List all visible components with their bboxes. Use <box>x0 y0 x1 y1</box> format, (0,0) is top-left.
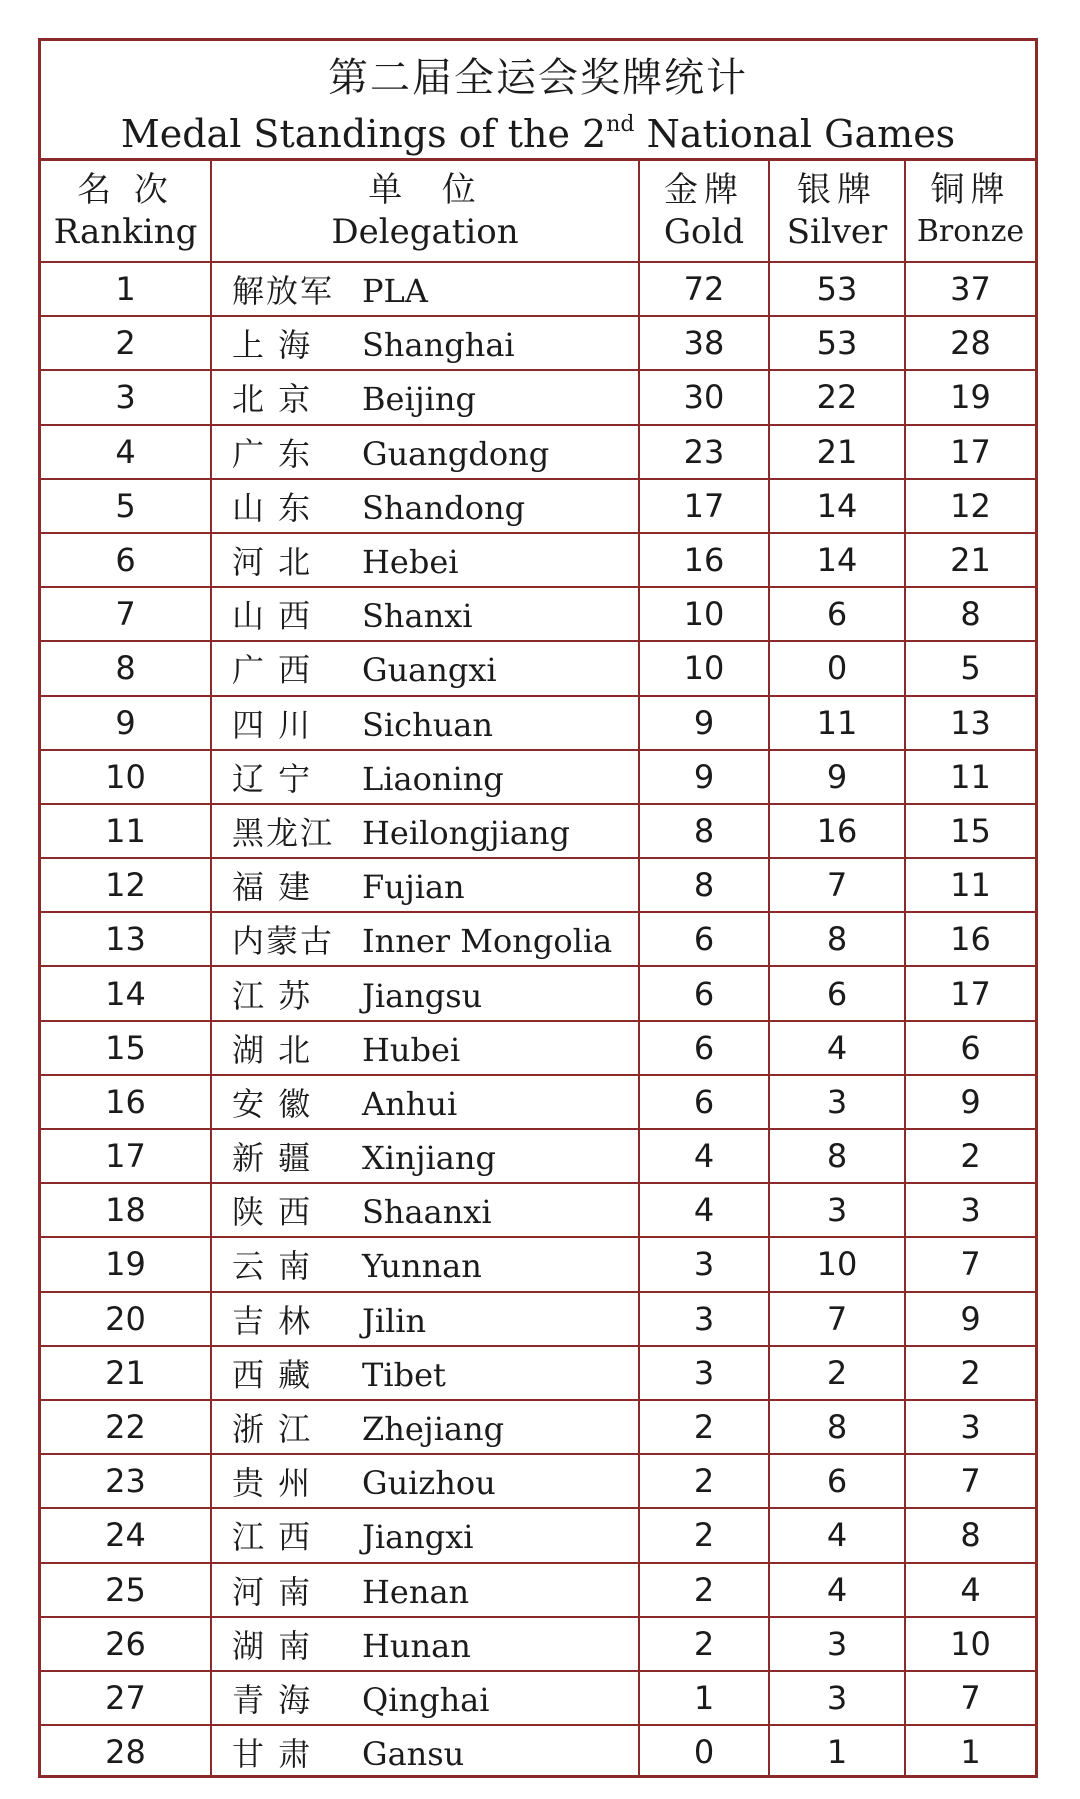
silver-cell: 21 <box>769 425 905 479</box>
gold-cell: 0 <box>639 1725 769 1778</box>
silver-cell: 3 <box>769 1075 905 1129</box>
gold-cell: 6 <box>639 912 769 966</box>
delegation-name-en: Heilongjiang <box>362 813 570 852</box>
table-row <box>41 425 1035 479</box>
delegation-name-en: Fujian <box>362 868 465 907</box>
delegation-cell <box>211 912 639 966</box>
silver-cell: 53 <box>769 316 905 370</box>
gold-cell: 2 <box>639 1508 769 1562</box>
silver-cell: 2 <box>769 1346 905 1400</box>
delegation-name-cn: 吉 林 <box>232 1301 313 1340</box>
delegation-name-en: Yunnan <box>362 1247 482 1286</box>
silver-cell: 4 <box>769 1508 905 1562</box>
table-row <box>41 1237 1035 1291</box>
delegation-name-cn: 山 西 <box>232 597 313 636</box>
table-row <box>41 750 1035 804</box>
header-ranking-en: Ranking <box>53 212 198 252</box>
delegation-name-cn: 甘 肃 <box>232 1735 313 1774</box>
delegation-cell <box>211 1400 639 1454</box>
rank-cell: 24 <box>41 1508 211 1562</box>
rank-cell: 26 <box>41 1617 211 1671</box>
delegation-name-en: PLA <box>362 272 428 311</box>
silver-cell: 4 <box>769 1563 905 1617</box>
silver-cell: 14 <box>769 479 905 533</box>
gold-cell: 2 <box>639 1563 769 1617</box>
delegation-name-en: Shanghai <box>362 326 515 365</box>
table-row <box>41 587 1035 641</box>
delegation-name-cn: 河 南 <box>232 1572 313 1611</box>
bronze-cell: 7 <box>905 1671 1035 1725</box>
table-row <box>41 1021 1035 1075</box>
delegation-name-en: Henan <box>362 1572 470 1611</box>
delegation-name-en: Shandong <box>362 488 526 527</box>
delegation-name-en: Xinjiang <box>362 1139 496 1178</box>
bronze-cell: 2 <box>905 1346 1035 1400</box>
bronze-cell: 7 <box>905 1237 1035 1291</box>
delegation-name-en: Sichuan <box>362 705 493 744</box>
title-english-sup: nd <box>606 112 635 137</box>
table-row <box>41 262 1035 316</box>
delegation-cell <box>211 425 639 479</box>
header-row <box>41 161 1035 262</box>
silver-cell: 7 <box>769 1292 905 1346</box>
title-english-main: Medal Standings of the 2 <box>120 112 607 156</box>
delegation-name-cn: 青 海 <box>232 1680 313 1719</box>
silver-cell: 1 <box>769 1725 905 1778</box>
table-row <box>41 966 1035 1020</box>
delegation-name-cn: 湖 北 <box>232 1030 313 1069</box>
delegation-cell <box>211 1075 639 1129</box>
rank-cell: 28 <box>41 1725 211 1778</box>
medal-table-sheet <box>38 38 1038 1778</box>
header-delegation-cn: 单 位 <box>368 170 482 210</box>
rank-cell: 5 <box>41 479 211 533</box>
silver-cell: 22 <box>769 370 905 424</box>
table-row <box>41 370 1035 424</box>
delegation-name-en: Gansu <box>362 1735 465 1774</box>
silver-cell: 8 <box>769 1400 905 1454</box>
rank-cell: 16 <box>41 1075 211 1129</box>
delegation-cell <box>211 262 639 316</box>
delegation-name-en: Shanxi <box>362 597 473 636</box>
gold-cell: 2 <box>639 1454 769 1508</box>
rank-cell: 10 <box>41 750 211 804</box>
rank-cell: 1 <box>41 262 211 316</box>
table-row <box>41 1508 1035 1562</box>
delegation-cell <box>211 1129 639 1183</box>
delegation-name-cn: 河 北 <box>232 543 313 582</box>
delegation-name-cn: 广 东 <box>232 434 313 473</box>
header-gold-en: Gold <box>663 212 745 252</box>
bronze-cell: 6 <box>905 1021 1035 1075</box>
gold-cell: 6 <box>639 1021 769 1075</box>
gold-cell: 8 <box>639 804 769 858</box>
rank-cell: 15 <box>41 1021 211 1075</box>
delegation-name-en: Jilin <box>362 1301 427 1340</box>
rank-cell: 13 <box>41 912 211 966</box>
header-silver-en: Silver <box>786 212 888 252</box>
title-chinese: 第二届全运会奖牌统计 <box>328 55 748 101</box>
rank-cell: 25 <box>41 1563 211 1617</box>
delegation-name-cn: 解放军 <box>232 272 335 311</box>
bronze-cell: 19 <box>905 370 1035 424</box>
table-row <box>41 1292 1035 1346</box>
silver-cell: 6 <box>769 1454 905 1508</box>
delegation-cell <box>211 533 639 587</box>
rank-cell: 19 <box>41 1237 211 1291</box>
gold-cell: 23 <box>639 425 769 479</box>
delegation-cell <box>211 1617 639 1671</box>
delegation-cell <box>211 1563 639 1617</box>
title-english-tail: National Games <box>634 112 956 156</box>
delegation-name-en: Jiangxi <box>362 1518 474 1557</box>
title-block <box>41 41 1035 161</box>
rank-cell: 21 <box>41 1346 211 1400</box>
header-delegation <box>211 161 639 262</box>
table-row <box>41 858 1035 912</box>
bronze-cell: 3 <box>905 1400 1035 1454</box>
delegation-cell <box>211 479 639 533</box>
rank-cell: 9 <box>41 696 211 750</box>
header-bronze-en: Bronze <box>916 214 1025 249</box>
table-row <box>41 533 1035 587</box>
delegation-cell <box>211 1671 639 1725</box>
bronze-cell: 2 <box>905 1129 1035 1183</box>
bronze-cell: 13 <box>905 696 1035 750</box>
gold-cell: 72 <box>639 262 769 316</box>
header-gold <box>639 161 769 262</box>
header-delegation-en: Delegation <box>331 212 519 252</box>
silver-cell: 10 <box>769 1237 905 1291</box>
gold-cell: 38 <box>639 316 769 370</box>
gold-cell: 9 <box>639 696 769 750</box>
delegation-name-cn: 贵 州 <box>232 1464 313 1503</box>
table-row <box>41 1075 1035 1129</box>
silver-cell: 53 <box>769 262 905 316</box>
bronze-cell: 4 <box>905 1563 1035 1617</box>
bronze-cell: 5 <box>905 641 1035 695</box>
silver-cell: 8 <box>769 1129 905 1183</box>
delegation-name-en: Tibet <box>362 1355 446 1394</box>
delegation-name-en: Guangdong <box>362 434 550 473</box>
bronze-cell: 3 <box>905 1183 1035 1237</box>
delegation-name-cn: 北 京 <box>232 380 313 419</box>
bronze-cell: 11 <box>905 750 1035 804</box>
gold-cell: 3 <box>639 1346 769 1400</box>
gold-cell: 9 <box>639 750 769 804</box>
table-row <box>41 316 1035 370</box>
delegation-name-en: Guizhou <box>362 1464 496 1503</box>
delegation-name-en: Hebei <box>362 543 459 582</box>
header-bronze-cn: 铜牌 <box>930 170 1011 210</box>
delegation-cell <box>211 641 639 695</box>
bronze-cell: 17 <box>905 966 1035 1020</box>
gold-cell: 17 <box>639 479 769 533</box>
bronze-cell: 7 <box>905 1454 1035 1508</box>
delegation-name-en: Inner Mongolia <box>362 922 613 961</box>
rank-cell: 17 <box>41 1129 211 1183</box>
delegation-name-cn: 湖 南 <box>232 1626 313 1665</box>
silver-cell: 9 <box>769 750 905 804</box>
silver-cell: 16 <box>769 804 905 858</box>
delegation-cell <box>211 696 639 750</box>
gold-cell: 6 <box>639 966 769 1020</box>
table-row <box>41 1400 1035 1454</box>
gold-cell: 2 <box>639 1617 769 1671</box>
rank-cell: 4 <box>41 425 211 479</box>
delegation-name-cn: 新 疆 <box>232 1139 313 1178</box>
table-row <box>41 912 1035 966</box>
silver-cell: 3 <box>769 1617 905 1671</box>
silver-cell: 4 <box>769 1021 905 1075</box>
delegation-name-cn: 浙 江 <box>232 1410 313 1449</box>
header-bronze <box>905 161 1035 262</box>
rank-cell: 7 <box>41 587 211 641</box>
rank-cell: 27 <box>41 1671 211 1725</box>
delegation-name-en: Beijing <box>362 380 476 419</box>
delegation-name-cn: 山 东 <box>232 488 313 527</box>
delegation-name-cn: 福 建 <box>232 868 313 907</box>
delegation-name-cn: 云 南 <box>232 1247 313 1286</box>
bronze-cell: 8 <box>905 587 1035 641</box>
bronze-cell: 1 <box>905 1725 1035 1778</box>
header-ranking-cn: 名 次 <box>77 170 174 210</box>
delegation-name-cn: 江 苏 <box>232 976 313 1015</box>
medal-rows <box>41 262 1035 1778</box>
delegation-cell <box>211 1183 639 1237</box>
bronze-cell: 15 <box>905 804 1035 858</box>
silver-cell: 0 <box>769 641 905 695</box>
table-row <box>41 1671 1035 1725</box>
silver-cell: 7 <box>769 858 905 912</box>
bronze-cell: 21 <box>905 533 1035 587</box>
table-row <box>41 804 1035 858</box>
table-row <box>41 641 1035 695</box>
rank-cell: 14 <box>41 966 211 1020</box>
delegation-cell <box>211 1725 639 1778</box>
gold-cell: 3 <box>639 1237 769 1291</box>
delegation-cell <box>211 750 639 804</box>
rank-cell: 20 <box>41 1292 211 1346</box>
delegation-name-en: Zhejiang <box>362 1410 505 1449</box>
delegation-cell <box>211 1237 639 1291</box>
table-row <box>41 1183 1035 1237</box>
delegation-name-en: Qinghai <box>362 1680 490 1719</box>
rank-cell: 2 <box>41 316 211 370</box>
gold-cell: 4 <box>639 1129 769 1183</box>
gold-cell: 1 <box>639 1671 769 1725</box>
header-silver-cn: 银牌 <box>797 170 877 210</box>
table-row <box>41 1346 1035 1400</box>
delegation-name-en: Liaoning <box>362 759 504 798</box>
rank-cell: 22 <box>41 1400 211 1454</box>
bronze-cell: 8 <box>905 1508 1035 1562</box>
rank-cell: 11 <box>41 804 211 858</box>
gold-cell: 4 <box>639 1183 769 1237</box>
rank-cell: 12 <box>41 858 211 912</box>
delegation-name-cn: 西 藏 <box>232 1355 313 1394</box>
delegation-name-en: Hunan <box>362 1626 471 1665</box>
delegation-name-cn: 上 海 <box>232 326 313 365</box>
table-row <box>41 1563 1035 1617</box>
bronze-cell: 11 <box>905 858 1035 912</box>
table-row <box>41 1617 1035 1671</box>
title-english <box>41 101 1035 158</box>
table-row <box>41 1129 1035 1183</box>
delegation-cell <box>211 587 639 641</box>
delegation-cell <box>211 1454 639 1508</box>
bronze-cell: 12 <box>905 479 1035 533</box>
delegation-cell <box>211 966 639 1020</box>
delegation-name-cn: 黑龙江 <box>232 813 335 852</box>
delegation-name-en: Guangxi <box>362 651 497 690</box>
rank-cell: 18 <box>41 1183 211 1237</box>
gold-cell: 6 <box>639 1075 769 1129</box>
silver-cell: 8 <box>769 912 905 966</box>
table-row <box>41 479 1035 533</box>
gold-cell: 8 <box>639 858 769 912</box>
delegation-name-en: Jiangsu <box>362 976 483 1015</box>
header-gold-cn: 金牌 <box>664 170 744 210</box>
delegation-cell <box>211 858 639 912</box>
silver-cell: 11 <box>769 696 905 750</box>
silver-cell: 14 <box>769 533 905 587</box>
bronze-cell: 17 <box>905 425 1035 479</box>
header-ranking <box>41 161 211 262</box>
bronze-cell: 16 <box>905 912 1035 966</box>
delegation-name-cn: 辽 宁 <box>232 759 313 798</box>
gold-cell: 30 <box>639 370 769 424</box>
silver-cell: 6 <box>769 966 905 1020</box>
bronze-cell: 10 <box>905 1617 1035 1671</box>
gold-cell: 2 <box>639 1400 769 1454</box>
header-silver <box>769 161 905 262</box>
gold-cell: 3 <box>639 1292 769 1346</box>
table-row <box>41 696 1035 750</box>
delegation-cell <box>211 804 639 858</box>
delegation-name-cn: 内蒙古 <box>232 922 335 961</box>
rank-cell: 23 <box>41 1454 211 1508</box>
delegation-name-cn: 广 西 <box>232 651 313 690</box>
delegation-name-cn: 四 川 <box>232 705 313 744</box>
delegation-name-en: Hubei <box>362 1030 461 1069</box>
gold-cell: 10 <box>639 587 769 641</box>
delegation-cell <box>211 370 639 424</box>
rank-cell: 3 <box>41 370 211 424</box>
delegation-cell <box>211 1292 639 1346</box>
table-row <box>41 1725 1035 1778</box>
bronze-cell: 28 <box>905 316 1035 370</box>
delegation-name-cn: 江 西 <box>232 1518 313 1557</box>
bronze-cell: 37 <box>905 262 1035 316</box>
table-row <box>41 1454 1035 1508</box>
silver-cell: 3 <box>769 1183 905 1237</box>
silver-cell: 6 <box>769 587 905 641</box>
rank-cell: 6 <box>41 533 211 587</box>
medal-table <box>41 161 1035 1778</box>
delegation-cell <box>211 1021 639 1075</box>
delegation-cell <box>211 1346 639 1400</box>
delegation-name-cn: 安 徽 <box>232 1084 313 1123</box>
bronze-cell: 9 <box>905 1292 1035 1346</box>
delegation-name-cn: 陕 西 <box>232 1193 313 1232</box>
delegation-name-en: Anhui <box>362 1084 458 1123</box>
gold-cell: 16 <box>639 533 769 587</box>
silver-cell: 3 <box>769 1671 905 1725</box>
bronze-cell: 9 <box>905 1075 1035 1129</box>
delegation-name-en: Shaanxi <box>362 1193 492 1232</box>
rank-cell: 8 <box>41 641 211 695</box>
delegation-cell <box>211 316 639 370</box>
delegation-cell <box>211 1508 639 1562</box>
gold-cell: 10 <box>639 641 769 695</box>
